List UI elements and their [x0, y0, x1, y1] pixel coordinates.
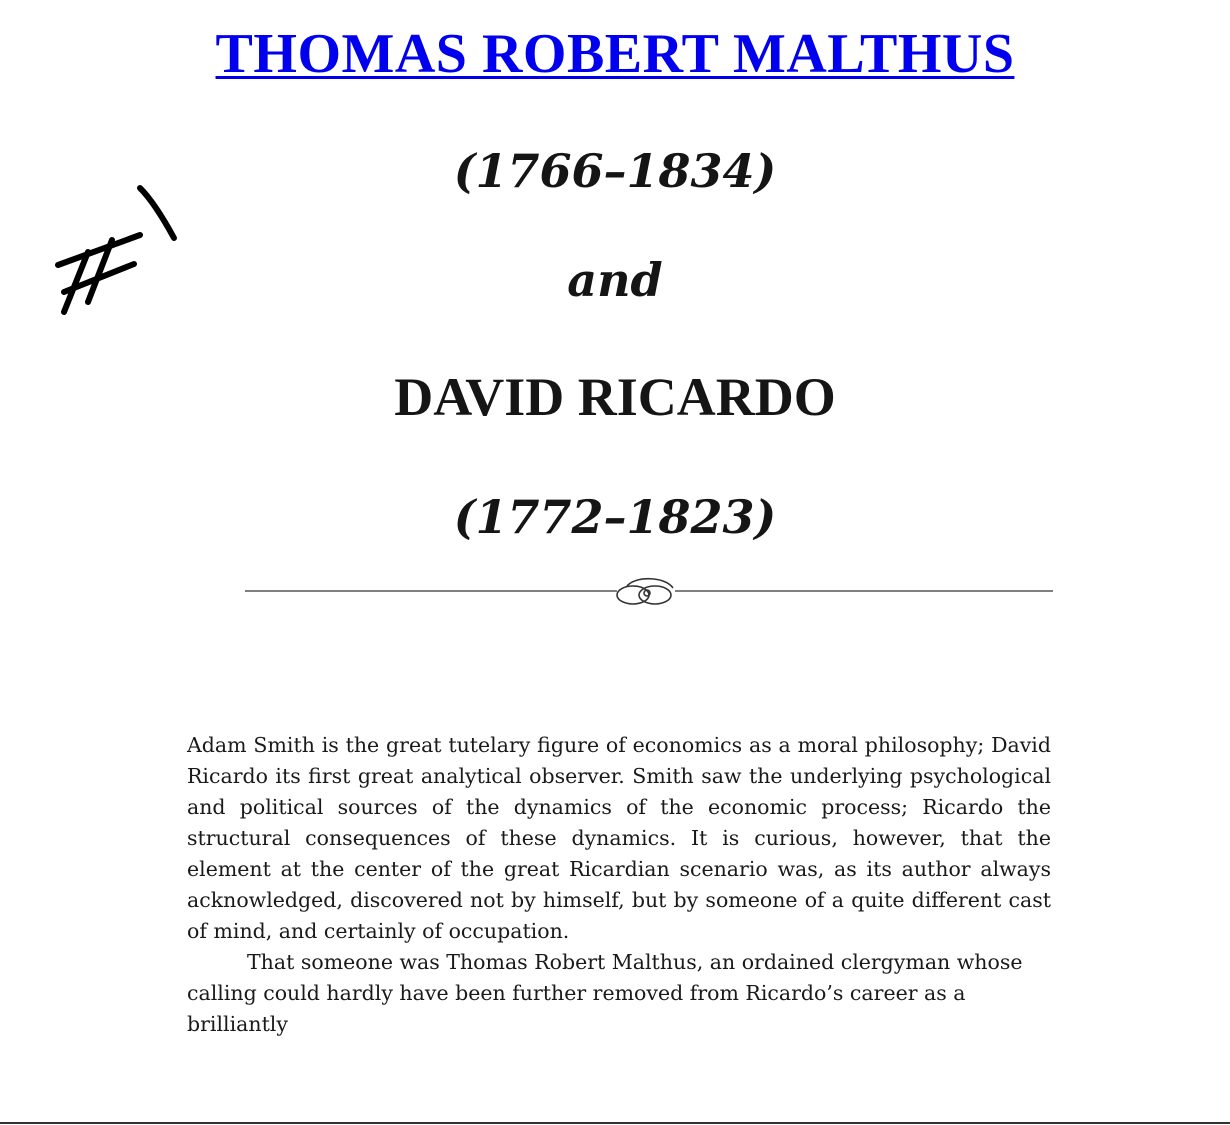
- body-paragraph: That someone was Thomas Robert Malthus, an ordained clergyman whose calling could hardly have been further removed from Ricardo’s career as a brilliantly: [187, 950, 1023, 1036]
- ornamental-divider: [245, 574, 1053, 610]
- conjunction-text: and: [567, 253, 663, 307]
- title-link-heading[interactable]: [0, 22, 1230, 86]
- body-paragraph: Adam Smith is the great tutelary figure of economics as a moral philosophy; David Ricardo its first great analytical observer. Smith saw the underlying psychological and political sources of the dynamics of the economic process; Ricardo the structural consequences of these dynamics. It is curious, however, that the element at the center of the great Ricardian scenario was, as its author always acknowledged, discovered not by himself, but by someone of a quite different cast of mind, and certainly of occupation.: [187, 733, 1051, 943]
- title-link-text[interactable]: THOMAS ROBERT MALTHUS: [215, 23, 1015, 85]
- first-dates: (1766–1834): [453, 144, 777, 198]
- second-dates: (1772–1823): [453, 490, 777, 544]
- second-name-heading: DAVID RICARDO: [394, 367, 836, 427]
- body-text: [187, 730, 1051, 1040]
- page-bottom-rule: [0, 1122, 1230, 1124]
